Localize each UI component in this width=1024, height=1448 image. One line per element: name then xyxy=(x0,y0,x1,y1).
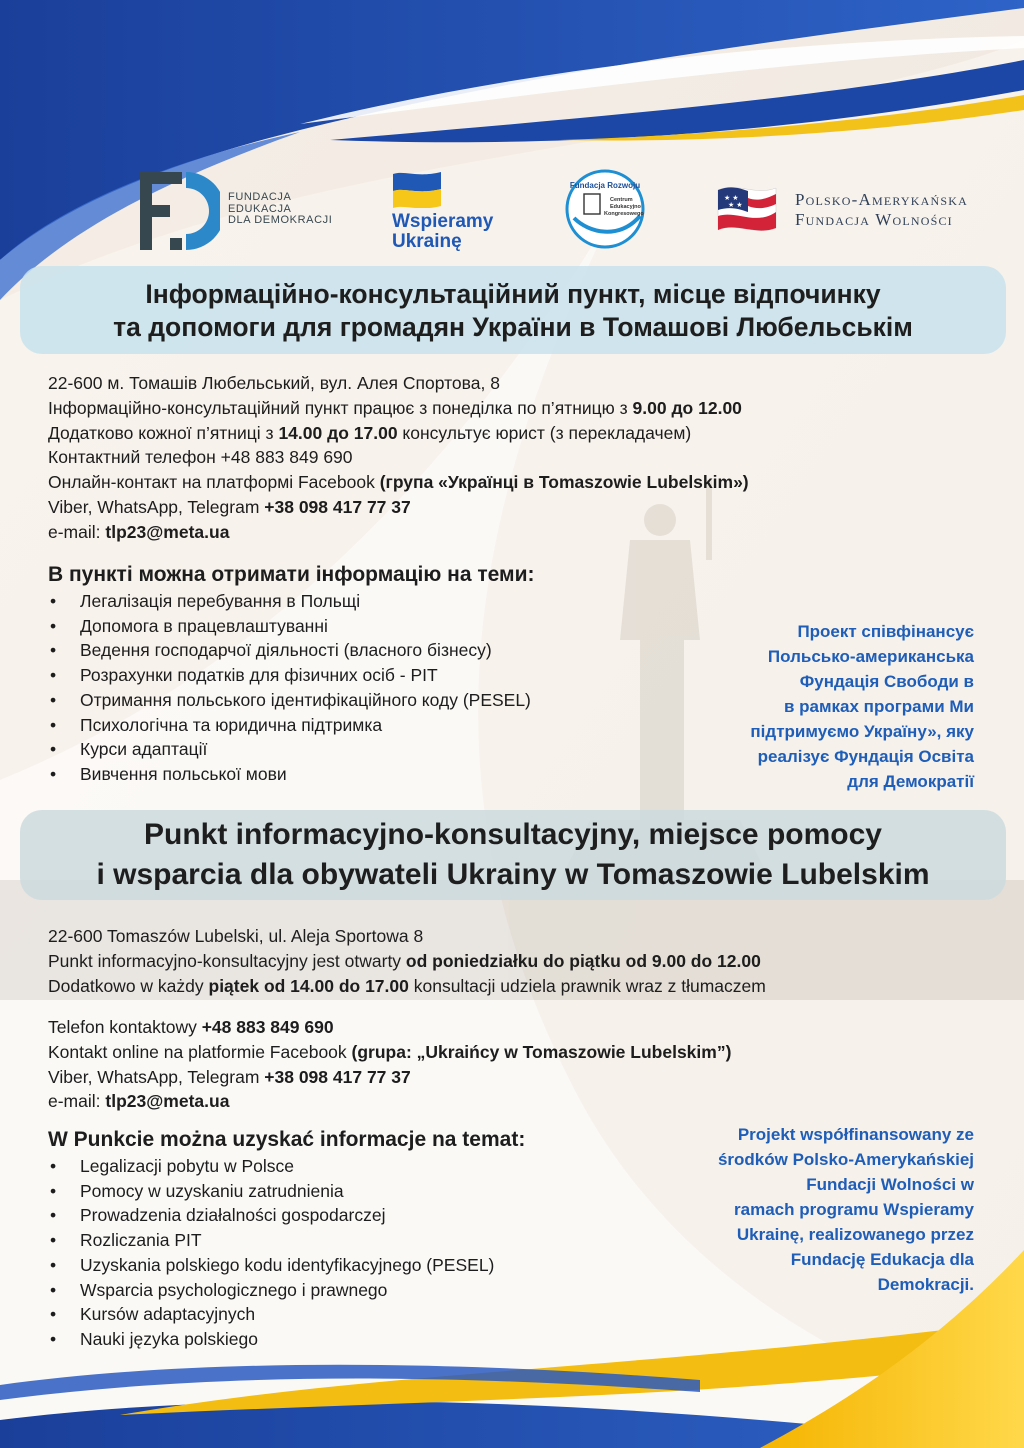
list-item: • Вивчення польської мови xyxy=(48,762,531,787)
pl-hours: Punkt informacyjno-konsultacyjny jest otwarty od poniedziałku do piątku od 9.00 do 12.00 xyxy=(48,950,761,971)
list-item: • Legalizacji pobytu w Polsce xyxy=(48,1154,494,1179)
pl-topics-list xyxy=(48,1154,494,1352)
fundacja-rozwoju-logo xyxy=(564,168,646,255)
pafw-flag-icon xyxy=(716,182,778,234)
list-item: • Prowadzenia działalności gospodarczej xyxy=(48,1203,494,1228)
ua-topics-list xyxy=(48,589,531,787)
list-item: • Отримання польського ідентифікаційного коду (PESEL) xyxy=(48,688,531,713)
pl-address: 22-600 Tomaszów Lubelski, ul. Aleja Sportowa 8 xyxy=(48,926,424,946)
pl-facebook: Kontakt online na platformie Facebook (grupa: „Ukraińcy w Tomaszowie Lubelskim”) xyxy=(48,1041,732,1062)
fed-logo-text: FUNDACJA EDUKACJA DLA DEMOKRACJI xyxy=(228,191,333,226)
pl-title-line: Punkt informacyjno-konsultacyjny, miejsce pomocy xyxy=(144,818,882,851)
pl-messengers: Viber, WhatsApp, Telegram +38 098 417 77 37 xyxy=(48,1066,411,1087)
pl-contact-details xyxy=(48,1015,731,1114)
ua-messengers: Viber, WhatsApp, Telegram +38 098 417 77 37 xyxy=(48,496,411,517)
svg-text:Centrum: Centrum xyxy=(610,197,633,203)
list-item: • Wsparcia psychologicznego i prawnego xyxy=(48,1278,494,1303)
list-item: • Курси адаптації xyxy=(48,737,531,762)
ua-title-line: Інформаційно-консультаційний пункт, місце відпочинку xyxy=(145,279,881,309)
logo-bar xyxy=(0,160,1024,260)
ua-address: 22-600 м. Томашів Любельський, вул. Алея Спортова, 8 xyxy=(48,373,500,393)
pafw-logo-text: Polsko-Amerykańska Fundacja Wolności xyxy=(795,190,969,229)
ua-email: e-mail: tlp23@meta.ua xyxy=(48,521,230,542)
list-item: • Легалізація перебування в Польщі xyxy=(48,589,531,614)
fed-logo xyxy=(140,172,220,257)
list-item: • Ведення господарчої діяльності (власного бізнесу) xyxy=(48,638,531,663)
pl-title-banner xyxy=(20,810,1006,900)
list-item: • Розрахунки податків для фізичних осіб - PIT xyxy=(48,663,531,688)
ua-phone: Контактний телефон +48 883 849 690 xyxy=(48,447,353,468)
pl-email: e-mail: tlp23@meta.ua xyxy=(48,1091,230,1112)
ua-facebook: Онлайн-контакт на платформі Facebook (група «Українці в Tomaszowie Lubelskim») xyxy=(48,472,749,493)
list-item: • Nauki języka polskiego xyxy=(48,1327,494,1352)
pl-lawyer-hours: Dodatkowo w każdy piątek od 14.00 do 17.00 konsultacji udziela prawnik wraz z tłumaczem xyxy=(48,975,766,996)
ua-cofinancing-note: Проект співфінансує Польсько-американська Фундація Свободи в в рамках програми Ми підтримуємо Україну», яку реалізує Фундація Освіта для Демократії xyxy=(750,622,974,791)
list-item: • Психологічна та юридична підтримка xyxy=(48,713,531,738)
wspieramy-logo-text: Wspieramy Ukrainę xyxy=(392,211,494,252)
ua-topics-heading: В пункті можна отримати інформацію на теми: xyxy=(48,563,535,586)
list-item: • Kursów adaptacyjnych xyxy=(48,1302,494,1327)
svg-text:Kongresowego: Kongresowego xyxy=(604,211,644,217)
pl-topics-heading: W Punkcie można uzyskać informacje na temat: xyxy=(48,1128,526,1151)
pl-phone: Telefon kontaktowy +48 883 849 690 xyxy=(48,1017,334,1037)
ua-title-banner xyxy=(20,266,1006,354)
list-item: • Pomocy w uzyskaniu zatrudnienia xyxy=(48,1179,494,1204)
pl-cofinancing-note: Projekt współfinansowany ze środków Polsko-Amerykańskiej Fundacji Wolności w ramach programu Wspieramy Ukrainę, realizowanego przez Fundację Edukacja dla Demokracji. xyxy=(717,1125,974,1294)
list-item: • Допомога в працевлаштуванні xyxy=(48,614,531,639)
svg-text:Edukacyjno: Edukacyjno xyxy=(610,204,641,210)
svg-text:Fundacja Rozwoju: Fundacja Rozwoju xyxy=(569,181,641,190)
ukraine-flag-icon xyxy=(393,170,441,208)
pl-contact-info xyxy=(48,924,766,998)
pl-title-line: i wsparcia dla obywateli Ukrainy w Tomaszowie Lubelskim xyxy=(96,858,930,891)
list-item: • Uzyskania polskiego kodu identyfikacyjnego (PESEL) xyxy=(48,1253,494,1278)
ua-contact-info xyxy=(48,371,749,545)
ua-title-line: та допомоги для громадян України в Томашові Любельськім xyxy=(113,312,913,342)
ua-lawyer-hours: Додатково кожної п’ятниці з 14.00 до 17.00 консультує юрист (з перекладачем) xyxy=(48,422,692,443)
svg-text:★ ★: ★ ★ xyxy=(728,202,743,209)
ua-hours: Інформаційно-консультаційний пункт працює з понеділка по п’ятницю з 9.00 до 12.00 xyxy=(48,397,742,418)
svg-text:★ ★: ★ ★ xyxy=(724,195,739,202)
list-item: • Rozliczania PIT xyxy=(48,1228,494,1253)
